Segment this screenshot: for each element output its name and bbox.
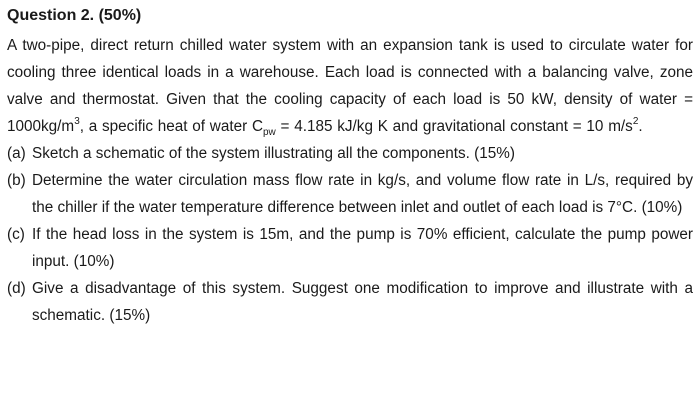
part-text: Give a disadvantage of this system. Suggest one modification to improve and illustrate with a schematic. (15%) (32, 280, 693, 324)
question-intro (7, 32, 693, 140)
intro-text-3: = 4.185 kJ/kg K and gravitational constant = 10 m/s (275, 118, 633, 135)
part-text: Determine the water circulation mass flow rate in kg/s, and volume flow rate in L/s, required by the chiller if the water temperature difference between inlet and outlet of each load is 7°C. (10%) (32, 172, 693, 216)
question-part-c (7, 221, 693, 275)
question-part-b (7, 167, 693, 221)
intro-sup-squared: 2 (632, 115, 639, 127)
intro-sup-cubed: 3 (74, 115, 80, 127)
part-marker: (b) (7, 172, 26, 189)
intro-text-4: . (638, 118, 643, 135)
part-text: If the head loss in the system is 15m, and the pump is 70% efficient, calculate the pump power input. (10%) (32, 226, 693, 270)
intro-text-1: A two-pipe, direct return chilled water system with an expansion tank is used to circulate water for cooling three identical loads in a warehouse. Each load is connected with a balancing valve, zone valve and thermostat. Given that the cooling capacity of each load is 50 kW, density of water = 1000kg/m (7, 37, 693, 135)
intro-text-2: , a specific heat of water C (79, 118, 263, 135)
part-marker: (a) (7, 145, 26, 162)
part-marker: (d) (7, 280, 26, 297)
question-part-d (7, 275, 693, 329)
part-text: Sketch a schematic of the system illustrating all the components. (15%) (32, 145, 515, 162)
question-part-a (7, 140, 693, 167)
part-marker: (c) (7, 226, 25, 243)
question-title: Question 2. (50%) (7, 7, 142, 24)
question-document (7, 6, 693, 329)
intro-sub-pw: pw (263, 127, 276, 139)
